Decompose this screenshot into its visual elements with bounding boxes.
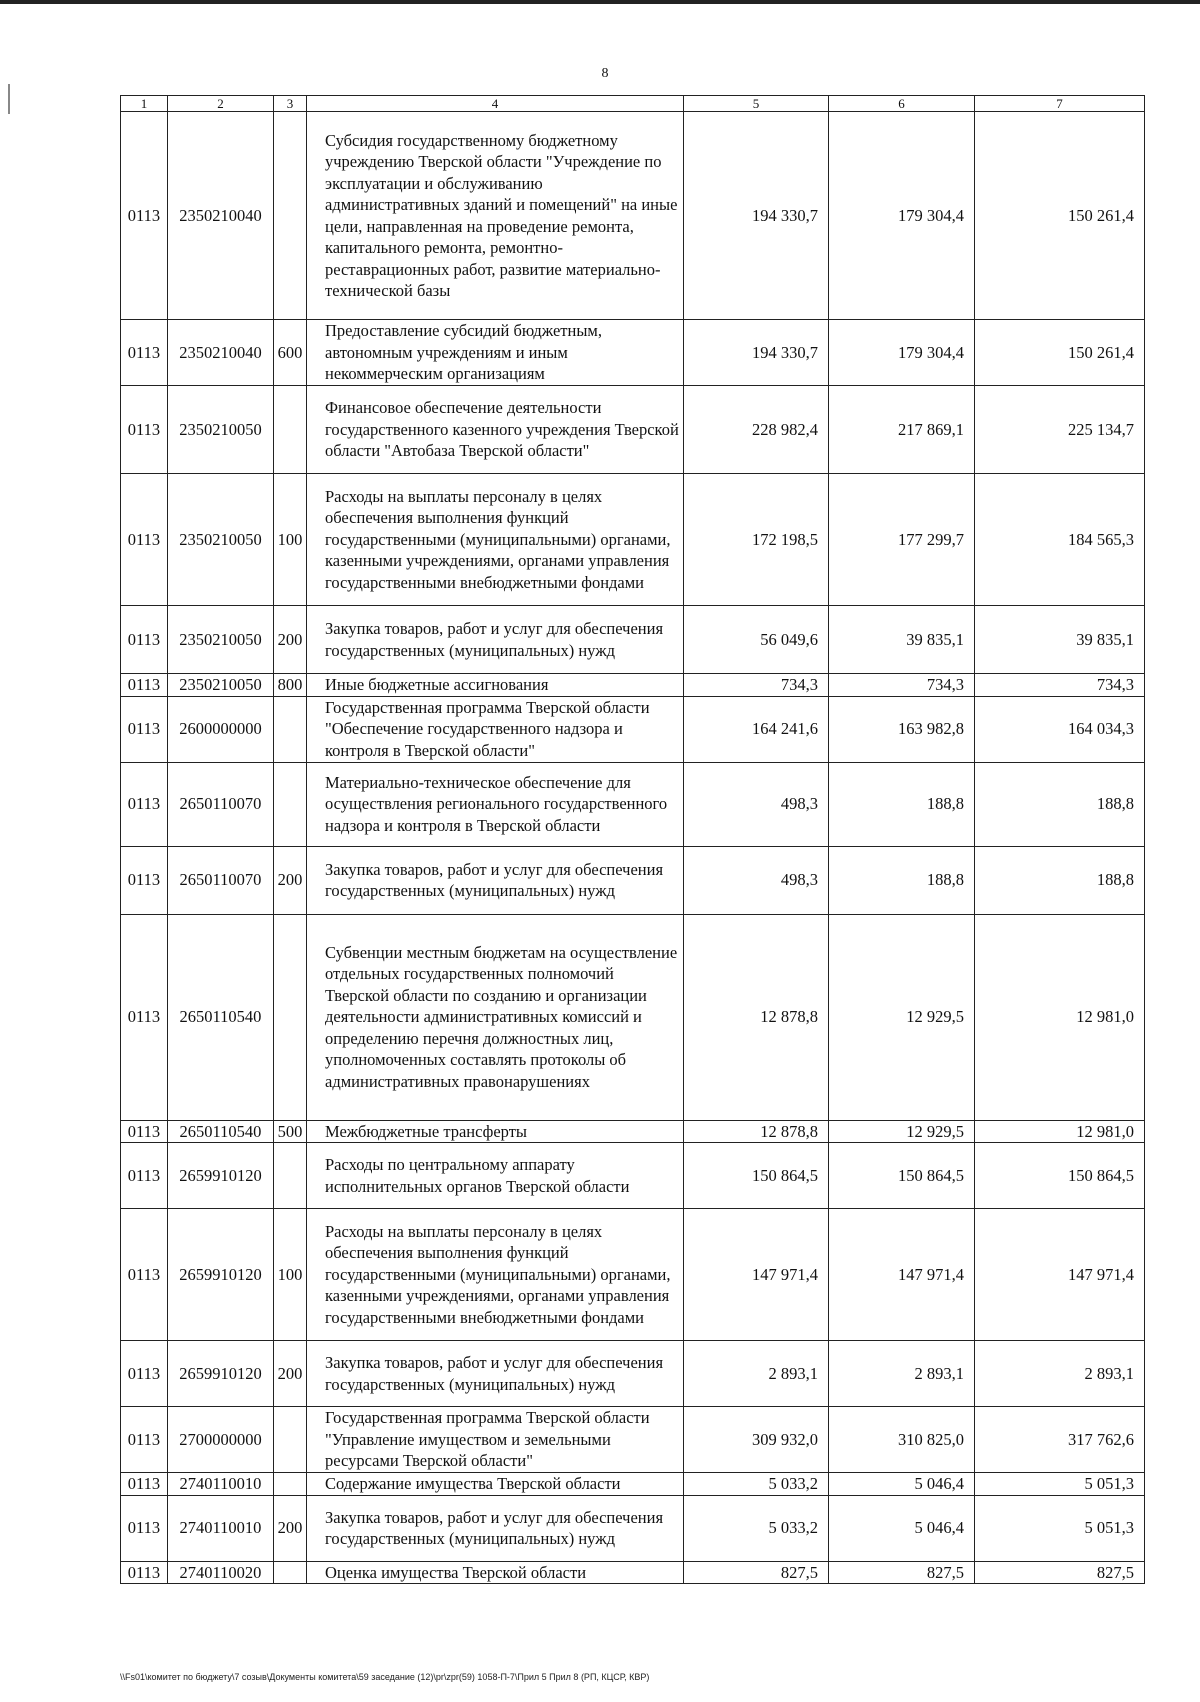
target-article-code-cell: 2740110010 <box>168 1495 274 1561</box>
expense-type-code-cell: 600 <box>274 320 307 386</box>
expense-type-code-cell: 500 <box>274 1120 307 1143</box>
amount-year2-cell: 310 825,0 <box>829 1407 975 1473</box>
target-article-code-cell: 2659910120 <box>168 1143 274 1209</box>
amount-year2-cell: 5 046,4 <box>829 1473 975 1496</box>
amount-year2-cell: 12 929,5 <box>829 1120 975 1143</box>
column-header: 5 <box>684 96 829 112</box>
section-code-cell: 0113 <box>121 1209 168 1341</box>
amount-year3-cell: 188,8 <box>975 762 1145 846</box>
table-row <box>121 1473 1145 1496</box>
section-code-cell: 0113 <box>121 474 168 606</box>
target-article-code-cell: 2659910120 <box>168 1341 274 1407</box>
description-cell: Расходы на выплаты персоналу в целях обеспечения выполнения функций государственными (муниципальными) органами, казенными учреждениями, органами управления государственными внебюджетными фондами <box>307 1209 684 1341</box>
description-cell: Субсидия государственному бюджетному учреждению Тверской области "Учреждение по эксплуатации и обслуживанию административных зданий и помещений" на иные цели, направленная на проведение ремонта, капитального ремонта, ремонтно-реставрационных работ, развитие материально-технической базы <box>307 112 684 320</box>
amount-year1-cell: 734,3 <box>684 674 829 697</box>
section-code-cell: 0113 <box>121 386 168 474</box>
target-article-code-cell: 2350210050 <box>168 474 274 606</box>
section-code-cell: 0113 <box>121 1495 168 1561</box>
amount-year1-cell: 12 878,8 <box>684 1120 829 1143</box>
amount-year1-cell: 194 330,7 <box>684 320 829 386</box>
description-cell: Материально-техническое обеспечение для осуществления регионального государственного надзора и контроля в Тверской области <box>307 762 684 846</box>
amount-year1-cell: 12 878,8 <box>684 914 829 1120</box>
amount-year1-cell: 309 932,0 <box>684 1407 829 1473</box>
amount-year1-cell: 498,3 <box>684 762 829 846</box>
table-row <box>121 1209 1145 1341</box>
amount-year2-cell: 150 864,5 <box>829 1143 975 1209</box>
expense-type-code-cell <box>274 1143 307 1209</box>
amount-year3-cell: 734,3 <box>975 674 1145 697</box>
expense-type-code-cell: 100 <box>274 474 307 606</box>
target-article-code-cell: 2350210050 <box>168 386 274 474</box>
amount-year3-cell: 225 134,7 <box>975 386 1145 474</box>
table-row <box>121 1120 1145 1143</box>
description-cell: Оценка имущества Тверской области <box>307 1561 684 1584</box>
table-row <box>121 474 1145 606</box>
section-code-cell: 0113 <box>121 762 168 846</box>
top-border-line <box>0 0 1200 4</box>
description-cell: Закупка товаров, работ и услуг для обеспечения государственных (муниципальных) нужд <box>307 1495 684 1561</box>
description-cell: Закупка товаров, работ и услуг для обеспечения государственных (муниципальных) нужд <box>307 1341 684 1407</box>
description-cell: Расходы по центральному аппарату исполнительных органов Тверской области <box>307 1143 684 1209</box>
amount-year1-cell: 164 241,6 <box>684 696 829 762</box>
amount-year3-cell: 150 864,5 <box>975 1143 1145 1209</box>
expense-type-code-cell: 100 <box>274 1209 307 1341</box>
target-article-code-cell: 2740110020 <box>168 1561 274 1584</box>
table-row <box>121 1561 1145 1584</box>
amount-year1-cell: 5 033,2 <box>684 1473 829 1496</box>
expense-type-code-cell <box>274 386 307 474</box>
amount-year1-cell: 228 982,4 <box>684 386 829 474</box>
target-article-code-cell: 2650110540 <box>168 914 274 1120</box>
expense-type-code-cell: 200 <box>274 606 307 674</box>
expense-type-code-cell <box>274 914 307 1120</box>
description-cell: Расходы на выплаты персоналу в целях обеспечения выполнения функций государственными (муниципальными) органами, казенными учреждениями, органами управления государственными внебюджетными фондами <box>307 474 684 606</box>
table-row <box>121 320 1145 386</box>
amount-year3-cell: 188,8 <box>975 846 1145 914</box>
amount-year3-cell: 827,5 <box>975 1561 1145 1584</box>
amount-year1-cell: 827,5 <box>684 1561 829 1584</box>
expense-type-code-cell <box>274 1407 307 1473</box>
amount-year2-cell: 188,8 <box>829 846 975 914</box>
table-row <box>121 1495 1145 1561</box>
amount-year3-cell: 317 762,6 <box>975 1407 1145 1473</box>
section-code-cell: 0113 <box>121 1120 168 1143</box>
description-cell: Иные бюджетные ассигнования <box>307 674 684 697</box>
amount-year3-cell: 5 051,3 <box>975 1473 1145 1496</box>
amount-year2-cell: 188,8 <box>829 762 975 846</box>
target-article-code-cell: 2350210050 <box>168 606 274 674</box>
amount-year2-cell: 5 046,4 <box>829 1495 975 1561</box>
section-code-cell: 0113 <box>121 1407 168 1473</box>
section-code-cell: 0113 <box>121 674 168 697</box>
expense-type-code-cell <box>274 1561 307 1584</box>
table-row <box>121 112 1145 320</box>
amount-year2-cell: 827,5 <box>829 1561 975 1584</box>
footer-file-path: \\Fs01\комитет по бюджету\7 созыв\Документы комитета\59 заседание (12)\pr\zpr(59) 1058-П-7\Прил 5 Прил 8 (РП, КЦСР, КВР) <box>120 1672 650 1682</box>
section-code-cell: 0113 <box>121 846 168 914</box>
column-header: 6 <box>829 96 975 112</box>
amount-year3-cell: 39 835,1 <box>975 606 1145 674</box>
description-cell: Содержание имущества Тверской области <box>307 1473 684 1496</box>
amount-year3-cell: 2 893,1 <box>975 1341 1145 1407</box>
amount-year3-cell: 164 034,3 <box>975 696 1145 762</box>
amount-year1-cell: 147 971,4 <box>684 1209 829 1341</box>
amount-year1-cell: 498,3 <box>684 846 829 914</box>
column-header: 1 <box>121 96 168 112</box>
target-article-code-cell: 2600000000 <box>168 696 274 762</box>
table-row <box>121 1407 1145 1473</box>
table-row <box>121 1341 1145 1407</box>
table-row <box>121 846 1145 914</box>
description-cell: Закупка товаров, работ и услуг для обеспечения государственных (муниципальных) нужд <box>307 846 684 914</box>
target-article-code-cell: 2350210040 <box>168 112 274 320</box>
section-code-cell: 0113 <box>121 320 168 386</box>
target-article-code-cell: 2650110070 <box>168 762 274 846</box>
description-cell: Государственная программа Тверской области "Управление имуществом и земельными ресурсами Тверской области" <box>307 1407 684 1473</box>
description-cell: Межбюджетные трансферты <box>307 1120 684 1143</box>
table-row <box>121 762 1145 846</box>
description-cell: Предоставление субсидий бюджетным, автономным учреждениям и иным некоммерческим организациям <box>307 320 684 386</box>
expense-type-code-cell: 200 <box>274 1341 307 1407</box>
target-article-code-cell: 2350210040 <box>168 320 274 386</box>
target-article-code-cell: 2700000000 <box>168 1407 274 1473</box>
table-row <box>121 386 1145 474</box>
section-code-cell: 0113 <box>121 1341 168 1407</box>
section-code-cell: 0113 <box>121 696 168 762</box>
expense-type-code-cell <box>274 112 307 320</box>
expense-type-code-cell <box>274 762 307 846</box>
table-row <box>121 606 1145 674</box>
target-article-code-cell: 2350210050 <box>168 674 274 697</box>
column-header: 2 <box>168 96 274 112</box>
amount-year1-cell: 172 198,5 <box>684 474 829 606</box>
section-code-cell: 0113 <box>121 606 168 674</box>
description-cell: Закупка товаров, работ и услуг для обеспечения государственных (муниципальных) нужд <box>307 606 684 674</box>
amount-year2-cell: 179 304,4 <box>829 112 975 320</box>
description-cell: Финансовое обеспечение деятельности государственного казенного учреждения Тверской области "Автобаза Тверской области" <box>307 386 684 474</box>
expense-type-code-cell: 200 <box>274 846 307 914</box>
amount-year2-cell: 217 869,1 <box>829 386 975 474</box>
amount-year2-cell: 147 971,4 <box>829 1209 975 1341</box>
section-code-cell: 0113 <box>121 1143 168 1209</box>
description-cell: Государственная программа Тверской области "Обеспечение государственного надзора и контроля в Тверской области" <box>307 696 684 762</box>
amount-year2-cell: 179 304,4 <box>829 320 975 386</box>
target-article-code-cell: 2650110070 <box>168 846 274 914</box>
column-header: 3 <box>274 96 307 112</box>
target-article-code-cell: 2650110540 <box>168 1120 274 1143</box>
amount-year3-cell: 12 981,0 <box>975 914 1145 1120</box>
expense-type-code-cell: 800 <box>274 674 307 697</box>
amount-year3-cell: 150 261,4 <box>975 112 1145 320</box>
description-cell: Субвенции местным бюджетам на осуществление отдельных государственных полномочий Тверской области по созданию и организации деятельности административных комиссий и определению перечня должностных лиц, уполномоченных составлять протоколы об административных правонарушениях <box>307 914 684 1120</box>
table-body <box>121 112 1145 1584</box>
amount-year1-cell: 5 033,2 <box>684 1495 829 1561</box>
table-header-row <box>121 96 1145 112</box>
section-code-cell: 0113 <box>121 112 168 320</box>
section-code-cell: 0113 <box>121 914 168 1120</box>
amount-year3-cell: 184 565,3 <box>975 474 1145 606</box>
section-code-cell: 0113 <box>121 1561 168 1584</box>
expense-type-code-cell <box>274 696 307 762</box>
table-row <box>121 1143 1145 1209</box>
table-row <box>121 696 1145 762</box>
table-row <box>121 914 1145 1120</box>
column-header: 7 <box>975 96 1145 112</box>
amount-year2-cell: 177 299,7 <box>829 474 975 606</box>
amount-year2-cell: 12 929,5 <box>829 914 975 1120</box>
page-number: 8 <box>601 66 609 81</box>
amount-year2-cell: 2 893,1 <box>829 1341 975 1407</box>
table-row <box>121 674 1145 697</box>
target-article-code-cell: 2659910120 <box>168 1209 274 1341</box>
expense-type-code-cell <box>274 1473 307 1496</box>
column-header: 4 <box>307 96 684 112</box>
amount-year1-cell: 56 049,6 <box>684 606 829 674</box>
expense-type-code-cell: 200 <box>274 1495 307 1561</box>
amount-year1-cell: 150 864,5 <box>684 1143 829 1209</box>
scan-margin-mark <box>8 84 10 114</box>
budget-table <box>120 95 1145 1584</box>
amount-year3-cell: 5 051,3 <box>975 1495 1145 1561</box>
amount-year2-cell: 39 835,1 <box>829 606 975 674</box>
amount-year3-cell: 147 971,4 <box>975 1209 1145 1341</box>
amount-year3-cell: 12 981,0 <box>975 1120 1145 1143</box>
amount-year3-cell: 150 261,4 <box>975 320 1145 386</box>
section-code-cell: 0113 <box>121 1473 168 1496</box>
amount-year2-cell: 734,3 <box>829 674 975 697</box>
amount-year1-cell: 2 893,1 <box>684 1341 829 1407</box>
amount-year2-cell: 163 982,8 <box>829 696 975 762</box>
amount-year1-cell: 194 330,7 <box>684 112 829 320</box>
target-article-code-cell: 2740110010 <box>168 1473 274 1496</box>
